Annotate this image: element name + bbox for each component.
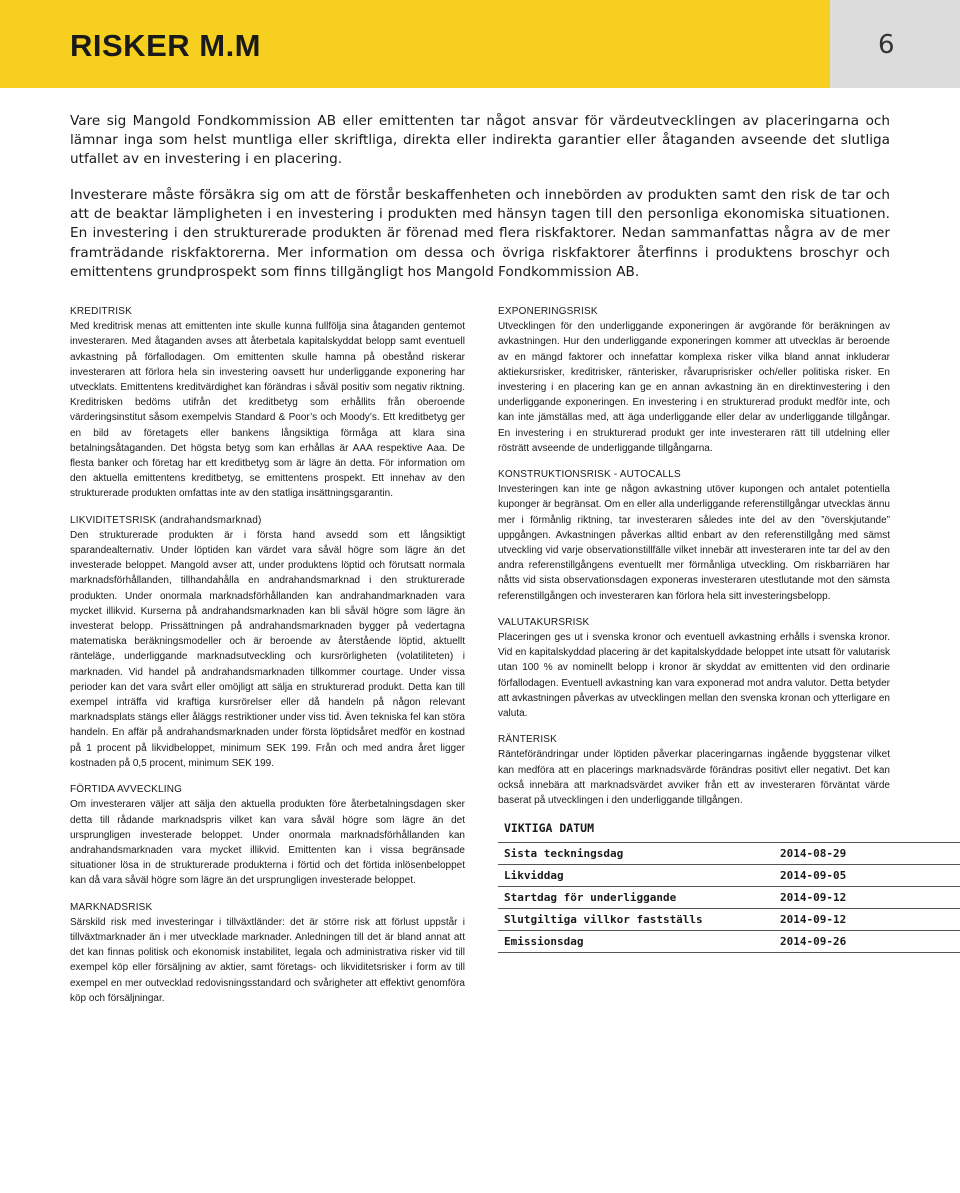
date-label: Sista teckningsdag — [498, 843, 774, 865]
section-fortida-avveckling — [70, 782, 465, 888]
section-body: Med kreditrisk menas att emittenten inte skulle kunna fullfölja sina åtaganden gentemot investeraren. Med åtaganden avses att återbetala kapitalskyddat belopp samt eventuell avkastning på förfallodagen. Om emittenten skulle hamna på obestånd riskerar investeraren att förlora hela sin investering oavsett hur underliggande exponering har utvecklats. Emittentens kreditvärdighet kan förändras i såväl positiv som negativ riktning. Kreditrisken bedöms utifrån det kreditbetyg som erhållits från oberoende värderingsinstitut såsom exempelvis Standard & Poor’s och Moody’s. Ett kreditbetyg ger en bild av företagets eller bankens långsiktiga förmåga att klara sina betalningsåtaganden. Det högsta betyg som kan erhållas är AAA respektive Aaa. De flesta banker och företag har ett kreditbetyg som är lägre än detta. För information om den aktuella emittentens kreditbetyg, se emittentens prospekt. Ett innehav av den strukturerade produkten omfattas inte av den statliga insättningsgarantin. — [70, 321, 465, 500]
date-value: 2014-09-12 — [774, 909, 960, 931]
section-heading: KREDITRISK — [70, 306, 133, 317]
left-column — [70, 304, 465, 1017]
section-body: Placeringen ges ut i svenska kronor och eventuell avkastning erhålls i svenska kronor. Vid en kapitalskyddad placering är det kapitalskyddade beloppet inte utsatt för valutarisk utan 100 % av nominellt belopp i kronor är skyddat av emittenten vid den ordinarie förfallodagen. Eventuell avkastning kan vara exponerad mot andra valutor. Detta betyder att avkastningen påverkas av utvecklingen mellan den svenska kronan och ytterligare en valuta. — [498, 632, 890, 720]
section-body: Investeringen kan inte ge någon avkastning utöver kupongen och antalet potentiella kuponger är begränsat. Om en eller alla underliggande referenstillgångar utvecklas ännu mer i förmånlig riktning, tar investeraren således inte del av den ”överskjutande” uppgången. Avkastningen påverkas alltid enbart av den referenstillgång med sämst utveckling vid varje observationstillfälle vilket innebär att investeraren inte tar del av den andra referenstillgångens eventuellt mer förmånliga utveckling. Om riskbarriären har nåtts vid sista observationsdagen exponeras investeraren utestlutande mot den sämsta referenstillgången och investeraren kan förlora hela sitt investeringsbelopp. — [498, 484, 890, 602]
section-body: Särskild risk med investeringar i tillväxtländer: det är större risk att förlust uppstår i tillväxtmarknader än i mer utvecklade marknader. Anledningen till det är bland annat att det kan finnas politisk och ekonomisk instabilitet, legala och administrativa risker vid till exempel köp eller försäljning av aktier, samt företags- och likviditetsrisker i form av till exempel en mer outvecklad redovisningsstandard och svårigheter att effektivt genomföra köp och försäljningar. — [70, 916, 465, 1004]
section-likviditetsrisk — [70, 513, 465, 771]
page-number: 6 — [878, 30, 895, 60]
section-body: Den strukturerade produkten är i första hand avsedd som ett långsiktigt sparandealternativ. Under löptiden kan värdet vara såväl högre som lägre än det investerade beloppet. Mangold avser att, under produktens löptid och förutsatt normala marknadsförhållanden, tillhandahålla en andrahandsmarknad i den strukturerade produkten. Under onormala marknadsförhållanden kan andrahandmarknaden vara mycket illikvid. Kurserna på andrahandsmarknaden kan bli såväl högre som lägre än investerat belopp. Prissättningen på andrahandsmarknaden bygger på vedertagna matematiska beräkningsmodeller och är beroende av återstående löptid, aktuellt ränteläge, underliggande marknadsutveckling och kursrörligheten (volatiliteten) i marknaden. Vid handel på andrahandsmarknaden tillkommer courtage. Under vissa perioder kan det vara svårt eller omöjligt att sälja en strukturerad produkt. Detta kan till exempel inträffa vid kraftiga kursrörelser eller då handeln på någon relevant marknadsplats stängs eller åläggs restriktioner under viss tid. Även tekniska fel kan störa handeln. En affär på andrahandsmarknaden under första löptidsåret medför en kostnad på 1 procent på likvidbeloppet, minimum SEK 199. Från och med andra året ligger kostnaden på 0,5 procent, minimum SEK 199. — [70, 529, 465, 769]
page-title: RISKER M.M — [70, 28, 261, 63]
intro-paragraph-2: Investerare måste försäkra sig om att de förstår beskaffenheten och innebörden av produkten samt den risk de tar och att de beaktar lämpligheten i en investering i produkten med hänsyn tagen till den personliga ekonomiska situationen. En investering i den strukturerade produkten är förenad med flera riskfaktorer. Nedan sammanfattas några av de mer framträdande riskfaktorerna. Mer information om dessa och övriga riskfaktorer återfinns i produktens broschyr och emittentens grundprospekt som finns tillgängligt hos Mangold Fondkommission AB. — [70, 187, 890, 280]
page-number-box — [830, 0, 960, 88]
date-value: 2014-08-29 — [774, 843, 960, 865]
section-body: Om investeraren väljer att sälja den aktuella produkten före återbetalningsdagen sker detta till rådande marknadspris vilket kan vara såväl högre som lägre än det ursprungligen investerade beloppet. Under onormala marknadsförhållanden kan andrahandsmarknaden vara mycket illikvid. Emittenten kan i vissa begränsade situationer lösa in de strukturerade produkterna i förtid och det förtida inlösenbeloppet kan då vara såväl högre som lägre än det ursprungligen investerade beloppet. — [70, 799, 465, 887]
section-heading: KONSTRUKTIONSRISK - AUTOCALLS — [498, 469, 681, 481]
section-heading: FÖRTIDA AVVECKLING — [70, 784, 183, 796]
section-kreditrisk — [70, 304, 465, 502]
section-heading: RÄNTERISK — [498, 734, 558, 746]
intro-paragraph-1: Vare sig Mangold Fondkommission AB eller emittenten tar något ansvar för värdeutvecklingen av placeringarna och lämnar inga som helst muntliga eller skriftliga, direkta eller indirekta garantier eller åtaganden avseende det slutliga utfallet av en investering i en placering. — [70, 113, 890, 168]
important-dates — [498, 820, 960, 953]
section-valutakursrisk — [498, 615, 890, 721]
date-label: Slutgiltiga villkor fastställs — [498, 909, 774, 931]
section-body: Utvecklingen för den underliggande exponeringen är avgörande för beräkningen av avkastningen. Hur den underliggande exponeringen kommer att utvecklas är beroende av en mängd faktorer och innefattar komplexa risker vilka bland annat inkluderar aktiekursrisker, kreditrisker, ränterisker, råvaruprisrisker och/eller politiska risker. En investering i en placering kan ge en annan avkastning än en direktinvestering i den underliggande exponeringen. En investering i en strukturerad produkt medför inte, och kan inte jämställas med, att äga underliggande eller delar av underliggande tillgångar. En investering i en strukturerad produkt ger inte investeraren rätt till utdelning eller rösträtt avseende de underliggande tillgångarna. — [498, 321, 890, 454]
section-konstruktionsrisk — [498, 467, 890, 604]
table-row — [498, 865, 960, 887]
date-label: Likviddag — [498, 865, 774, 887]
date-value: 2014-09-26 — [774, 931, 960, 953]
table-row — [498, 887, 960, 909]
table-row — [498, 931, 960, 953]
date-value: 2014-09-12 — [774, 887, 960, 909]
right-column — [498, 304, 890, 819]
important-dates-title: VIKTIGA DATUM — [504, 821, 595, 835]
date-label: Emissionsdag — [498, 931, 774, 953]
section-ranterisk — [498, 732, 890, 808]
section-heading: EXPONERINGSRISK — [498, 306, 598, 317]
section-heading: VALUTAKURSRISK — [498, 616, 590, 628]
date-label: Startdag för underliggande — [498, 887, 774, 909]
section-heading: MARKNADSRISK — [70, 901, 153, 913]
section-heading: LIKVIDITETSRISK (andrahandsmarknad) — [70, 514, 262, 526]
table-row — [498, 909, 960, 931]
important-dates-table — [498, 842, 960, 953]
date-value: 2014-09-05 — [774, 865, 960, 887]
section-exponeringsrisk — [498, 304, 890, 456]
section-body: Ränteförändringar under löptiden påverkar placeringarnas ingående byggstenar vilket kan medföra att en placerings marknadsvärde förändras positivt eller negativt. Det kan också innebära att marknadsvärdet avviker från ett av investeraren förväntat värde baserat på utvecklingen i den underliggande tillgången. — [498, 749, 890, 807]
section-marknadsrisk — [70, 900, 465, 1006]
table-row — [498, 843, 960, 865]
